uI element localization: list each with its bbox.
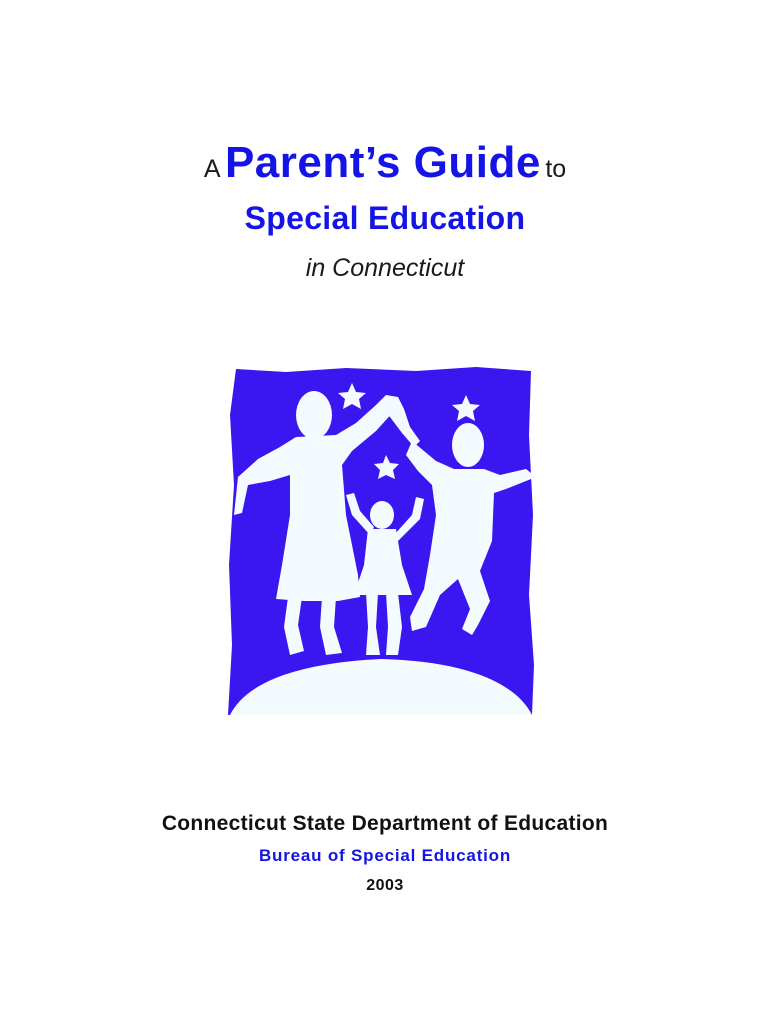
family-silhouette-icon [226, 365, 538, 717]
title-main: Parent’s Guide [224, 138, 541, 187]
title-location: in Connecticut [305, 254, 465, 282]
department-name: Connecticut State Department of Education [161, 812, 609, 835]
title-prefix: A [203, 155, 221, 183]
title-subtitle: Special Education [244, 200, 526, 236]
publication-year: 2003 [366, 877, 404, 894]
title-line [0, 138, 770, 188]
bureau-name: Bureau of Special Education [258, 846, 512, 865]
title-suffix: to [545, 155, 567, 183]
